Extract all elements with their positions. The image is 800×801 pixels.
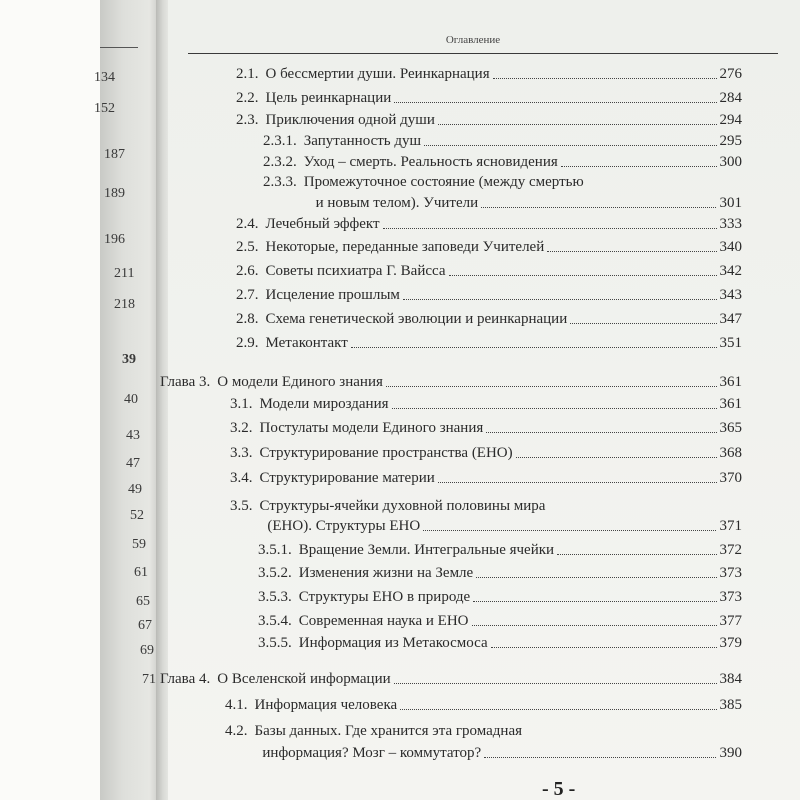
toc-entry	[236, 331, 742, 353]
dot-leader	[383, 228, 717, 229]
toc-page-number: 371	[719, 518, 742, 534]
left-page-number: 43	[126, 428, 140, 443]
toc-entry	[262, 741, 742, 763]
toc-entry-number: 3.5.3.	[258, 589, 292, 605]
toc-entry-title: Запутанность душ	[303, 133, 422, 149]
dot-leader	[403, 299, 717, 300]
toc-entry	[230, 466, 742, 488]
dot-leader	[516, 457, 717, 458]
toc-entry-title: Лечебный эффект	[265, 216, 380, 232]
toc-page-number: 340	[719, 239, 742, 255]
toc-entry-number: 2.5.	[236, 239, 259, 255]
toc-entry-title: Советы психиатра Г. Вайсса	[265, 263, 446, 279]
toc-entry-title: Информация человека	[254, 697, 398, 713]
toc-entry	[236, 62, 742, 84]
dot-leader	[557, 554, 716, 555]
left-page-number: 152	[94, 101, 115, 116]
dot-leader	[449, 275, 717, 276]
toc-chapter-entry	[160, 667, 742, 689]
toc-entry-number: 2.7.	[236, 287, 259, 303]
left-page-number: 61	[134, 565, 148, 580]
toc-entry-title-continued: информация? Мозг – коммутатор?	[262, 745, 482, 761]
previous-page	[94, 0, 158, 800]
toc-entry	[316, 191, 742, 213]
toc-page-number: 361	[719, 396, 742, 412]
toc-chapter-entry	[160, 370, 742, 392]
left-page-number: 134	[94, 70, 115, 85]
left-page-number: 59	[132, 537, 146, 552]
left-page-number: 49	[128, 482, 142, 497]
toc-page-number: 365	[719, 420, 742, 436]
dot-leader	[481, 207, 716, 208]
toc-entry	[230, 392, 742, 414]
toc-entry-title: Информация из Метакосмоса	[298, 635, 488, 651]
toc-entry	[236, 307, 742, 329]
toc-entry-title: Уход – смерть. Реальность ясновидения	[303, 154, 558, 170]
left-page-number: 189	[104, 186, 125, 201]
toc-page-number: 377	[719, 613, 742, 629]
toc-entry	[236, 259, 742, 281]
toc-entry-title: Схема генетической эволюции и реинкарнации	[265, 311, 568, 327]
toc-entry-title: Структурирование пространства (ЕНО)	[259, 445, 513, 461]
left-page-number: 187	[104, 147, 125, 162]
toc-entry-title: Базы данных. Где хранится эта громадная	[254, 723, 523, 739]
toc-entry	[236, 283, 742, 305]
dot-leader	[386, 386, 717, 387]
toc-entry-number: 3.5.4.	[258, 613, 292, 629]
toc-page-number: 390	[719, 745, 742, 761]
toc-entry-number: 3.4.	[230, 470, 253, 486]
toc-page-number: 294	[719, 112, 742, 128]
toc-entry	[258, 609, 742, 631]
toc-page-number: 301	[719, 195, 742, 211]
toc-page-number: 276	[719, 66, 742, 82]
toc-entry-title: Изменения жизни на Земле	[298, 565, 474, 581]
toc-entry-title: Цель реинкарнации	[265, 90, 392, 106]
toc-entry-number: 3.5.2.	[258, 565, 292, 581]
toc-entry-title: Постулаты модели Единого знания	[259, 420, 484, 436]
toc-entry-number: 4.1.	[225, 697, 248, 713]
toc-page-number: 373	[719, 565, 742, 581]
toc-entry	[258, 631, 742, 653]
left-page-number: 71	[142, 672, 156, 687]
toc-page-number: 295	[719, 133, 742, 149]
toc-entry-number: 2.4.	[236, 216, 259, 232]
dot-leader	[438, 124, 717, 125]
toc-entry	[258, 585, 742, 607]
left-page-number: 40	[124, 392, 138, 407]
toc-entry-first-line	[225, 721, 522, 741]
running-header: Оглавление	[445, 34, 501, 46]
toc-entry-title: Структуры ЕНО в природе	[298, 589, 471, 605]
toc-page-number: 347	[719, 311, 742, 327]
toc-entry-number: Глава 3.	[160, 374, 211, 390]
toc-entry-number: 2.9.	[236, 335, 259, 351]
left-page-number: 218	[114, 297, 135, 312]
toc-page-number: 368	[719, 445, 742, 461]
toc-entry	[230, 441, 742, 463]
dot-leader	[392, 408, 717, 409]
toc-entry-title: Структурирование материи	[259, 470, 435, 486]
toc-page-number: 343	[719, 287, 742, 303]
left-page-number: 211	[114, 266, 135, 281]
toc-page-number: 333	[719, 216, 742, 232]
toc-page-number: 342	[719, 263, 742, 279]
toc-entry-title: О Вселенской информации	[217, 671, 391, 687]
toc-page-number: 379	[719, 635, 742, 651]
dot-leader	[394, 102, 716, 103]
toc-page-number: 351	[719, 335, 742, 351]
toc-entry-title: О модели Единого знания	[217, 374, 383, 390]
toc-entry	[267, 514, 742, 536]
toc-entry-number: 2.2.	[236, 90, 259, 106]
left-page-number: 39	[122, 352, 136, 367]
toc-page-number: 361	[719, 374, 742, 390]
left-page-number: 52	[130, 508, 144, 523]
toc-entry-number: 2.6.	[236, 263, 259, 279]
dot-leader	[491, 647, 717, 648]
toc-entry-title: Метаконтакт	[265, 335, 348, 351]
toc-entry-title-continued: (ЕНО). Структуры ЕНО	[267, 518, 421, 534]
dot-leader	[472, 625, 717, 626]
toc-entry-number: 4.2.	[225, 723, 248, 739]
dot-leader	[570, 323, 716, 324]
toc-page-number: 284	[719, 90, 742, 106]
dot-leader	[486, 432, 716, 433]
toc-entry-first-line	[230, 496, 545, 516]
toc-entry-number: 3.1.	[230, 396, 253, 412]
toc-entry	[236, 235, 742, 257]
toc-entry-number: 2.8.	[236, 311, 259, 327]
toc-entry-title: Модели мироздания	[259, 396, 389, 412]
dot-leader	[547, 251, 716, 252]
toc-entry	[263, 150, 742, 172]
dot-leader	[484, 757, 716, 758]
dot-leader	[351, 347, 717, 348]
toc-entry-title: Исцеление прошлым	[265, 287, 400, 303]
toc-entry-title: Вращение Земли. Интегральные ячейки	[298, 542, 555, 558]
toc-entry	[236, 108, 742, 130]
toc-entry-number: 2.3.2.	[263, 154, 297, 170]
toc-entry-first-line	[263, 172, 584, 192]
toc-entry	[263, 129, 742, 151]
toc-entry-title: Современная наука и ЕНО	[298, 613, 469, 629]
toc-page-number: 370	[719, 470, 742, 486]
toc-entry-number: 3.5.	[230, 498, 253, 514]
toc-entry-number: 3.5.5.	[258, 635, 292, 651]
toc-entry	[225, 693, 742, 715]
left-page-number: 196	[104, 232, 125, 247]
dot-leader	[473, 601, 716, 602]
header-rule	[188, 53, 778, 54]
toc-page	[160, 0, 800, 800]
dot-leader	[394, 683, 717, 684]
dot-leader	[423, 530, 716, 531]
toc-page-number: 373	[719, 589, 742, 605]
toc-entry-number: 2.3.1.	[263, 133, 297, 149]
dot-leader	[493, 78, 717, 79]
toc-entry-title: Приключения одной души	[265, 112, 435, 128]
toc-entry-number: 2.1.	[236, 66, 259, 82]
toc-entry	[258, 561, 742, 583]
toc-entry-title: Промежуточное состояние (между смертью	[303, 174, 584, 190]
toc-entry-title: Структуры-ячейки духовной половины мира	[259, 498, 546, 514]
toc-entry	[236, 212, 742, 234]
toc-page-number: 300	[719, 154, 742, 170]
toc-entry	[236, 86, 742, 108]
dot-leader	[400, 709, 716, 710]
page-folio: - 5 -	[542, 778, 576, 800]
left-page-number: 69	[140, 643, 154, 658]
toc-entry-title: Некоторые, переданные заповеди Учителей	[265, 239, 545, 255]
left-page-number: 65	[136, 594, 150, 609]
toc-entry	[258, 538, 742, 560]
dot-leader	[438, 482, 717, 483]
toc-page-number: 384	[719, 671, 742, 687]
toc-entry-title: О бессмертии души. Реинкарнация	[265, 66, 490, 82]
toc-entry-number: 3.5.1.	[258, 542, 292, 558]
toc-entry-title-continued: и новым телом). Учители	[315, 195, 479, 211]
toc-entry	[230, 416, 742, 438]
dot-leader	[424, 145, 716, 146]
dot-leader	[476, 577, 716, 578]
toc-page-number: 385	[719, 697, 742, 713]
toc-entry-number: 2.3.3.	[263, 174, 297, 190]
left-header-rule	[100, 47, 138, 48]
toc-page-number: 372	[719, 542, 742, 558]
toc-entry-number: 3.2.	[230, 420, 253, 436]
left-page-number: 67	[138, 618, 152, 633]
left-page-number: 47	[126, 456, 140, 471]
toc-entry-number: 3.3.	[230, 445, 253, 461]
toc-entry-number: Глава 4.	[160, 671, 211, 687]
toc-entry-number: 2.3.	[236, 112, 259, 128]
dot-leader	[561, 166, 717, 167]
